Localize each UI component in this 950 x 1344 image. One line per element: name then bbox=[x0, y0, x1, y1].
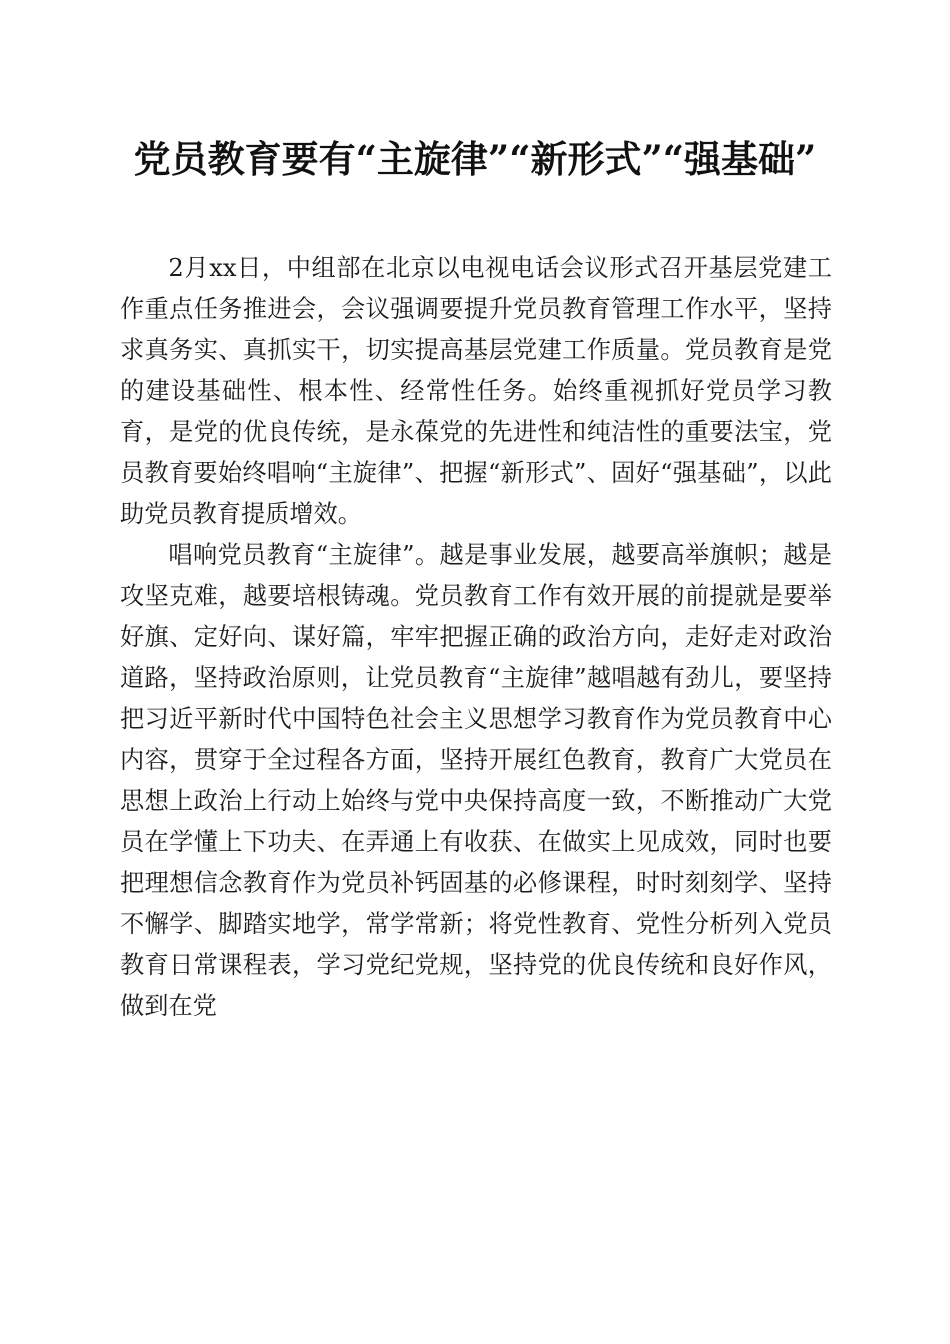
paragraph-1: 2月xx日，中组部在北京以电视电话会议形式召开基层党建工作重点任务推进会，会议强调要提升党员教育管理工作水平，坚持求真务实、真抓实干，切实提高基层党建工作质量。党员教育是党的建设基础性、根本性、经常性任务。始终重视抓好党员学习教育，是党的优良传统，是永葆党的先进性和纯洁性的重要法宝，党员教育要始终唱响“主旋律”、把握“新形式”、固好“强基础”，以此助党员教育提质增效。 bbox=[120, 254, 832, 528]
document-body bbox=[120, 248, 832, 1027]
document-title: 党员教育要有“主旋律”“新形式”“强基础” bbox=[133, 137, 817, 181]
paragraph-2: 唱响党员教育“主旋律”。越是事业发展，越要高举旗帜；越是攻坚克难，越要培根铸魂。党员教育工作有效开展的前提就是要举好旗、定好向、谋好篇，牢牢把握正确的政治方向，走好走对政治道路，坚持政治原则，让党员教育“主旋律”越唱越有劲儿，要坚持把习近平新时代中国特色社会主义思想学习教育作为党员教育中心内容，贯穿于全过程各方面，坚持开展红色教育，教育广大党员在思想上政治上行动上始终与党中央保持高度一致，不断推动广大党员在学懂上下功夫、在弄通上有收获、在做实上见成效，同时也要把理想信念教育作为党员补钙固基的必修课程，时时刻刻学、坚持不懈学、脚踏实地学，常学常新；将党性教育、党性分析列入党员教育日常课程表，学习党纪党规，坚持党的优良传统和良好作风，做到在党 bbox=[120, 541, 832, 1020]
